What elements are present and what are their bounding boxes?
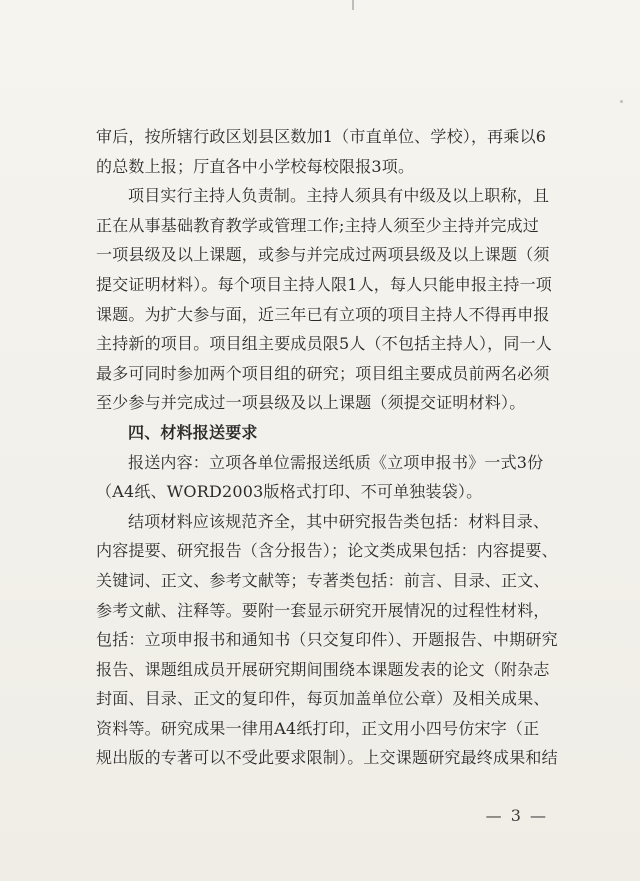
- section-heading: 四、材料报送要求: [128, 422, 258, 442]
- text-line: 正在从事基础教育教学或管理工作;主持人须至少主持并完成过: [96, 215, 539, 235]
- page-number: — 3 —: [485, 806, 548, 825]
- text-line: 资料等。研究成果一律用A4纸打印，正文用小四号仿宋字（正: [96, 718, 540, 738]
- text-line: 的总数上报；厅直各中小学校每校限报3项。: [96, 156, 415, 176]
- text-line: 规出版的专著可以不受此要求限制）。上交课题研究最终成果和结: [96, 748, 558, 768]
- text-line: 课题。为扩大参与面，近三年已有立项的项目主持人不得再申报: [96, 304, 550, 324]
- scan-artifact: [352, 0, 354, 10]
- text-line: 内容提要、研究报告（含分报告）；论文类成果包括：内容提要、: [96, 541, 558, 561]
- text-line: （A4纸、WORD2003版格式打印、不可单独装袋）。: [96, 482, 483, 502]
- scan-artifact-dot: [620, 100, 623, 103]
- text-line: 关键词、正文、参考文献等；专著类包括：前言、目录、正文、: [96, 570, 550, 590]
- text-line: 报告、课题组成员开展研究期间围绕本课题发表的论文（附杂志: [96, 659, 550, 679]
- text-line: 提交证明材料）。每个项目主持人限1人，每人只能申报主持一项: [96, 274, 552, 294]
- text-line: 包括：立项申报书和通知书（只交复印件）、开题报告、中期研究: [96, 630, 558, 650]
- text-line: 最多可同时参加两个项目组的研究；项目组主要成员前两名必须: [96, 363, 550, 383]
- text-line: 结项材料应该规范齐全，其中研究报告类包括：材料目录、: [128, 511, 550, 531]
- text-line: 报送内容：立项各单位需报送纸质《立项申报书》一式3份: [128, 452, 544, 472]
- text-line: 审后，按所辖行政区划县区数加1（市直单位、学校），再乘以6: [96, 127, 547, 146]
- text-line: 封面、目录、正文的复印件，每页加盖单位公章）及相关成果、: [96, 689, 550, 709]
- text-line: 一项县级及以上课题，或参与并完成过两项县级及以上课题（须: [96, 245, 550, 265]
- text-line: 至少参与并完成过一项县级及以上课题（须提交证明材料）。: [96, 393, 526, 413]
- text-line: 项目实行主持人负责制。主持人须具有中级及以上职称，且: [128, 186, 550, 206]
- document-body: [96, 122, 560, 773]
- text-line: 参考文献、注释等。要附一套显示研究开展情况的过程性材料，: [96, 600, 550, 620]
- text-line: 主持新的项目。项目组主要成员限5人（不包括主持人），同一人: [96, 334, 552, 354]
